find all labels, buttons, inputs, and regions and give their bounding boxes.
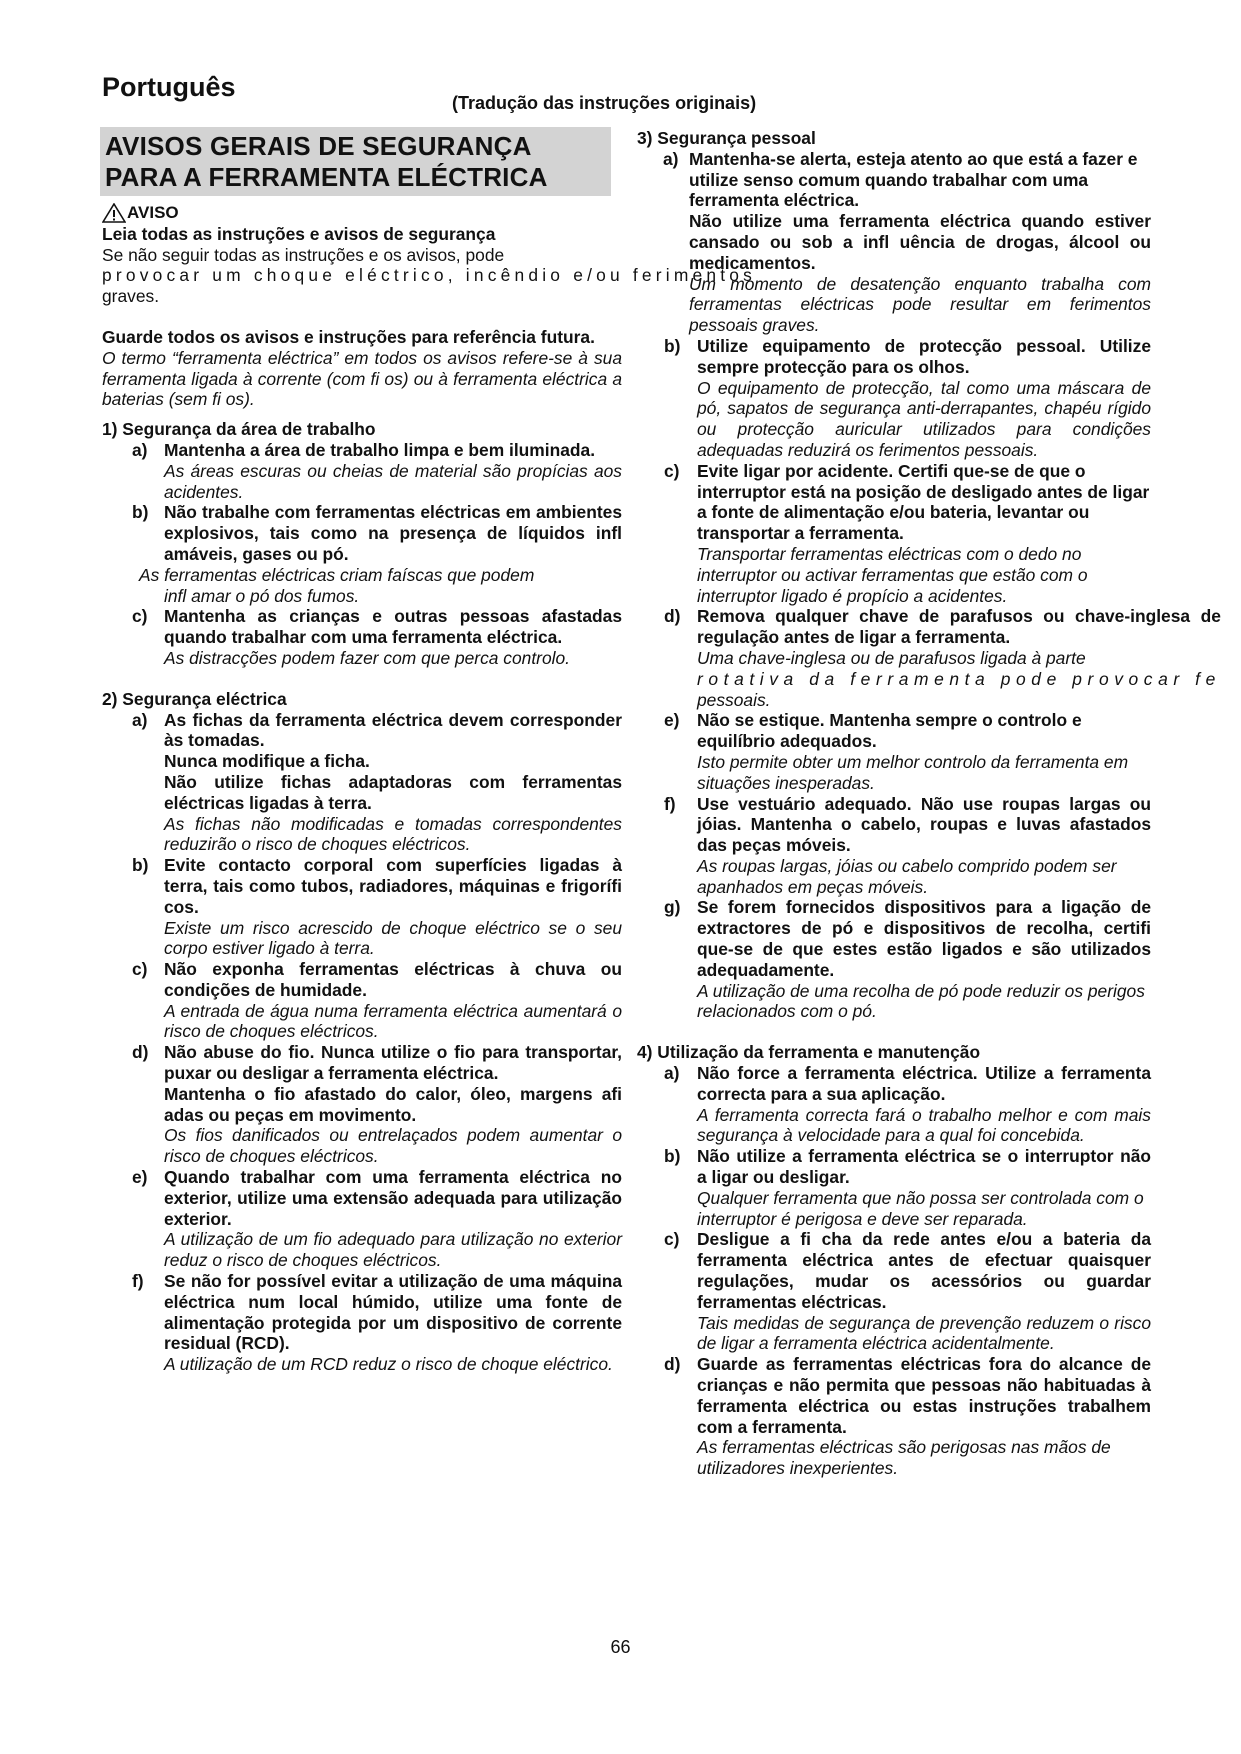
section-2-title: 2) Segurança eléctrica xyxy=(102,688,287,709)
s3-g-rule: Se forem fornecidos dispositivos para a ligação de extractores de pó e dispositivos de recolha, certifi que-se de que estes estão ligados e são utilizados adequadamente. xyxy=(697,897,1151,980)
section-3-title: 3) Segurança pessoal xyxy=(637,128,816,148)
s2-item-f xyxy=(102,1271,622,1375)
s2-f-rule: Se não for possível evitar a utilização de uma máquina eléctrica num local húmido, utilize uma fonte de alimentação protegida por um dispositivo de corrente residual (RCD). xyxy=(164,1271,622,1354)
s1-item-c xyxy=(102,606,622,668)
s1-a-rule: Mantenha a área de trabalho limpa e bem iluminada. xyxy=(164,439,596,460)
s3-e-note: Isto permite obter um melhor controlo da ferramenta em situações inesperadas. xyxy=(697,751,1129,793)
warning-text: AVISO xyxy=(127,203,179,222)
s4-item-d xyxy=(637,1354,1151,1479)
s3-f-note: As roupas largas, jóias ou cabelo comprido podem ser apanhados em peças móveis. xyxy=(697,855,1117,897)
section-4-title: 4) Utilização da ferramenta e manutenção xyxy=(637,1042,981,1063)
s2-item-d xyxy=(102,1042,622,1167)
s3-item-a xyxy=(637,149,1151,336)
s2-e-marker: e) xyxy=(132,1167,148,1188)
s2-a-note: As fichas não modificadas e tomadas correspondentes reduzirão o risco de choques eléctricos. xyxy=(164,813,622,855)
s2-item-b xyxy=(102,855,622,959)
title-line-1: AVISOS GERAIS DE SEGURANÇA xyxy=(105,131,532,161)
s4-d-note: As ferramentas eléctricas são perigosas nas mãos de utilizadores inexperientes. xyxy=(697,1437,1111,1479)
s4-c-note: Tais medidas de segurança de prevenção reduzem o risco de ligar a ferramenta eléctrica acidentalmente. xyxy=(697,1312,1151,1354)
s4-a-note: A ferramenta correcta fará o trabalho melhor e com mais segurança à velocidade para a qual foi concebida. xyxy=(697,1104,1151,1146)
s3-item-b xyxy=(637,336,1151,461)
s1-c-note: As distracções podem fazer com que perca controlo. xyxy=(164,647,570,668)
warning-label xyxy=(102,203,622,224)
s4-item-a xyxy=(637,1063,1151,1146)
keep-instructions: Guarde todos os avisos e instruções para referência futura. xyxy=(102,326,595,347)
s3-item-f xyxy=(637,794,1151,898)
s3-a-marker: a) xyxy=(663,148,679,169)
s3-item-e xyxy=(637,710,1151,793)
s3-item-d xyxy=(637,606,1221,710)
s4-b-rule: Não utilize a ferramenta eléctrica se o interruptor não a ligar ou desligar. xyxy=(697,1146,1151,1188)
warning-body-line3: graves. xyxy=(102,286,160,307)
s1-a-marker: a) xyxy=(132,439,148,460)
s2-d-rule-2: Mantenha o fio afastado do calor, óleo, margens afi adas ou peças em movimento. xyxy=(164,1083,622,1125)
s4-b-marker: b) xyxy=(664,1146,681,1167)
s3-d-marker: d) xyxy=(664,606,681,627)
s3-item-c xyxy=(637,461,1151,607)
s4-c-marker: c) xyxy=(664,1229,680,1250)
s1-c-marker: c) xyxy=(132,606,148,627)
s3-c-rule: Evite ligar por acidente. Certifi que-se de que o interruptor está na posição de desligado antes de ligar a fonte de alimentação e/ou bateria, levantar ou transportar a ferramenta. xyxy=(697,460,1150,544)
s2-c-rule: Não exponha ferramentas eléctricas à chuva ou condições de humidade. xyxy=(164,959,622,1000)
s2-item-a xyxy=(102,710,622,856)
title-line-2: PARA A FERRAMENTA ELÉCTRICA xyxy=(105,162,548,192)
s3-g-marker: g) xyxy=(664,897,681,918)
s4-item-c xyxy=(637,1229,1151,1354)
s2-c-marker: c) xyxy=(132,959,148,980)
warning-body-line1: Se não seguir todas as instruções e os avisos, pode xyxy=(102,244,505,265)
right-column xyxy=(637,128,1221,1479)
s4-b-note: Qualquer ferramenta que não possa ser controlada com o interruptor é perigosa e deve ser reparada. xyxy=(697,1187,1144,1229)
s2-a-rule-3: Não utilize fichas adaptadoras com ferramentas eléctricas ligadas à terra. xyxy=(164,771,622,813)
s4-a-rule: Não force a ferramenta eléctrica. Utilize a ferramenta correcta para a sua aplicação. xyxy=(697,1063,1151,1104)
s3-d-note-line2: rotativa da ferramenta pode provocar fe xyxy=(697,668,1221,689)
s2-b-rule: Evite contacto corporal com superfícies ligadas à terra, tais como tubos, radiadores, máquinas e frigorífi cos. xyxy=(164,855,622,917)
s3-b-marker: b) xyxy=(664,335,681,356)
s3-g-note: A utilização de uma recolha de pó pode reduzir os perigos relacionados com o pó. xyxy=(697,980,1145,1022)
s3-a-rule-2: Não utilize uma ferramenta eléctrica quando estiver cansado ou sob a infl uência de drogas, álcool ou medicamentos. xyxy=(689,211,1151,273)
s2-a-rule-2: Nunca modifique a ficha. xyxy=(164,751,370,772)
s2-d-rule-1: Não abuse do fio. Nunca utilize o fio para transportar, puxar ou desligar a ferramenta eléctrica. xyxy=(164,1042,622,1084)
s3-item-g xyxy=(637,897,1151,1022)
s3-f-rule: Use vestuário adequado. Não use roupas largas ou jóias. Mantenha o cabelo, roupas e luvas afastados das peças móveis. xyxy=(697,793,1151,856)
page-number: 66 xyxy=(610,1637,631,1657)
s3-f-marker: f) xyxy=(664,793,676,814)
s3-b-rule: Utilize equipamento de protecção pessoal. Utilize sempre protecção para os olhos. xyxy=(697,335,1151,377)
s4-a-marker: a) xyxy=(664,1063,680,1084)
s2-f-marker: f) xyxy=(132,1271,144,1292)
s2-a-marker: a) xyxy=(132,709,148,730)
s2-item-e xyxy=(102,1167,622,1271)
s3-c-note: Transportar ferramentas eléctricas com o dedo no interruptor ou activar ferramentas que estão com o interruptor ligado é propício a acidentes. xyxy=(697,543,1088,606)
s3-d-note-line3: pessoais. xyxy=(697,689,771,710)
s4-d-marker: d) xyxy=(664,1354,681,1375)
s3-a-note: Um momento de desatenção enquanto trabalha com ferramentas eléctricas pode resultar em ferimentos pessoais graves. xyxy=(689,273,1151,336)
s2-f-note: A utilização de um RCD reduz o risco de choque eléctrico. xyxy=(164,1354,613,1375)
warning-heading: Leia todas as instruções e avisos de segurança xyxy=(102,223,496,244)
s1-item-a xyxy=(102,440,622,502)
s3-a-rule-1: Mantenha-se alerta, esteja atento ao que está a fazer e utilize senso comum quando trabalhar com uma ferramenta eléctrica. xyxy=(689,148,1138,211)
s2-d-note: Os fios danificados ou entrelaçados podem aumentar o risco de choques eléctricos. xyxy=(164,1125,622,1167)
language-heading: Português xyxy=(102,72,236,102)
s1-item-b xyxy=(102,502,622,564)
s1-b-rule: Não trabalhe com ferramentas eléctricas em ambientes explosivos, tais como na presença de líquidos infl amáveis, gases ou pó. xyxy=(164,502,622,564)
s2-c-note: A entrada de água numa ferramenta eléctrica aumentará o risco de choques eléctricos. xyxy=(164,1000,622,1042)
s2-b-note: Existe um risco acrescido de choque eléctrico se o seu corpo estiver ligado à terra. xyxy=(164,917,622,959)
s2-d-marker: d) xyxy=(132,1042,149,1063)
s2-item-c xyxy=(102,959,622,1042)
s3-d-note-line1: Uma chave-inglesa ou de parafusos ligada à parte xyxy=(697,647,1086,668)
s1-a-note: As áreas escuras ou cheias de material são propícias aos acidentes. xyxy=(164,460,622,502)
s1-b-note-line1: As ferramentas eléctricas criam faíscas que podem xyxy=(139,564,535,585)
s3-e-rule: Não se estique. Mantenha sempre o controlo e equilíbrio adequados. xyxy=(697,710,1082,752)
warning-triangle-icon xyxy=(102,203,126,223)
term-definition: O termo “ferramenta eléctrica” em todos os avisos refere-se à sua ferramenta ligada à corrente (com fi os) ou à ferramenta eléctrica a baterias (sem fi os). xyxy=(102,347,622,410)
s4-d-rule: Guarde as ferramentas eléctricas fora do alcance de crianças e não permita que pessoas não habituadas à ferramenta eléctrica ou estas instruções trabalhem com a ferramenta. xyxy=(697,1354,1151,1437)
s4-c-rule: Desligue a fi cha da rede antes e/ou a bateria da ferramenta eléctrica antes de efectuar quaisquer regulações, mudar os acessórios ou guardar ferramentas eléctricas. xyxy=(697,1229,1151,1312)
s2-e-note: A utilização de um fio adequado para utilização no exterior reduz o risco de choques eléctricos. xyxy=(164,1229,622,1271)
section-title-banner xyxy=(100,127,611,196)
s2-a-rule-1: As fichas da ferramenta eléctrica devem corresponder às tomadas. xyxy=(164,709,622,751)
s3-b-note: O equipamento de protecção, tal como uma máscara de pó, sapatos de segurança anti-derrapantes, chapéu rígido ou protecção auricular utilizados para condições adequadas reduzirá os ferimentos pessoais. xyxy=(697,377,1151,460)
s2-e-rule: Quando trabalhar com uma ferramenta eléctrica no exterior, utilize uma extensão adequada para utilização exterior. xyxy=(164,1167,622,1229)
s1-b-note-line2: infl amar o pó dos fumos. xyxy=(164,585,360,606)
s3-e-marker: e) xyxy=(664,710,680,731)
s1-b-marker: b) xyxy=(132,502,149,523)
translation-subtitle: (Tradução das instruções originais) xyxy=(452,93,757,113)
s3-c-marker: c) xyxy=(664,460,680,481)
s1-c-rule: Mantenha as crianças e outras pessoas afastadas quando trabalhar com uma ferramenta eléctrica. xyxy=(164,606,622,648)
s2-b-marker: b) xyxy=(132,855,149,876)
section-1-title: 1) Segurança da área de trabalho xyxy=(102,419,376,440)
warning-body-line2: provocar um choque eléctrico, incêndio e/ou ferimentos xyxy=(102,265,757,286)
s3-d-rule: Remova qualquer chave de parafusos ou chave-inglesa de regulação antes de ligar a ferramenta. xyxy=(697,606,1221,648)
s4-item-b xyxy=(637,1146,1151,1229)
